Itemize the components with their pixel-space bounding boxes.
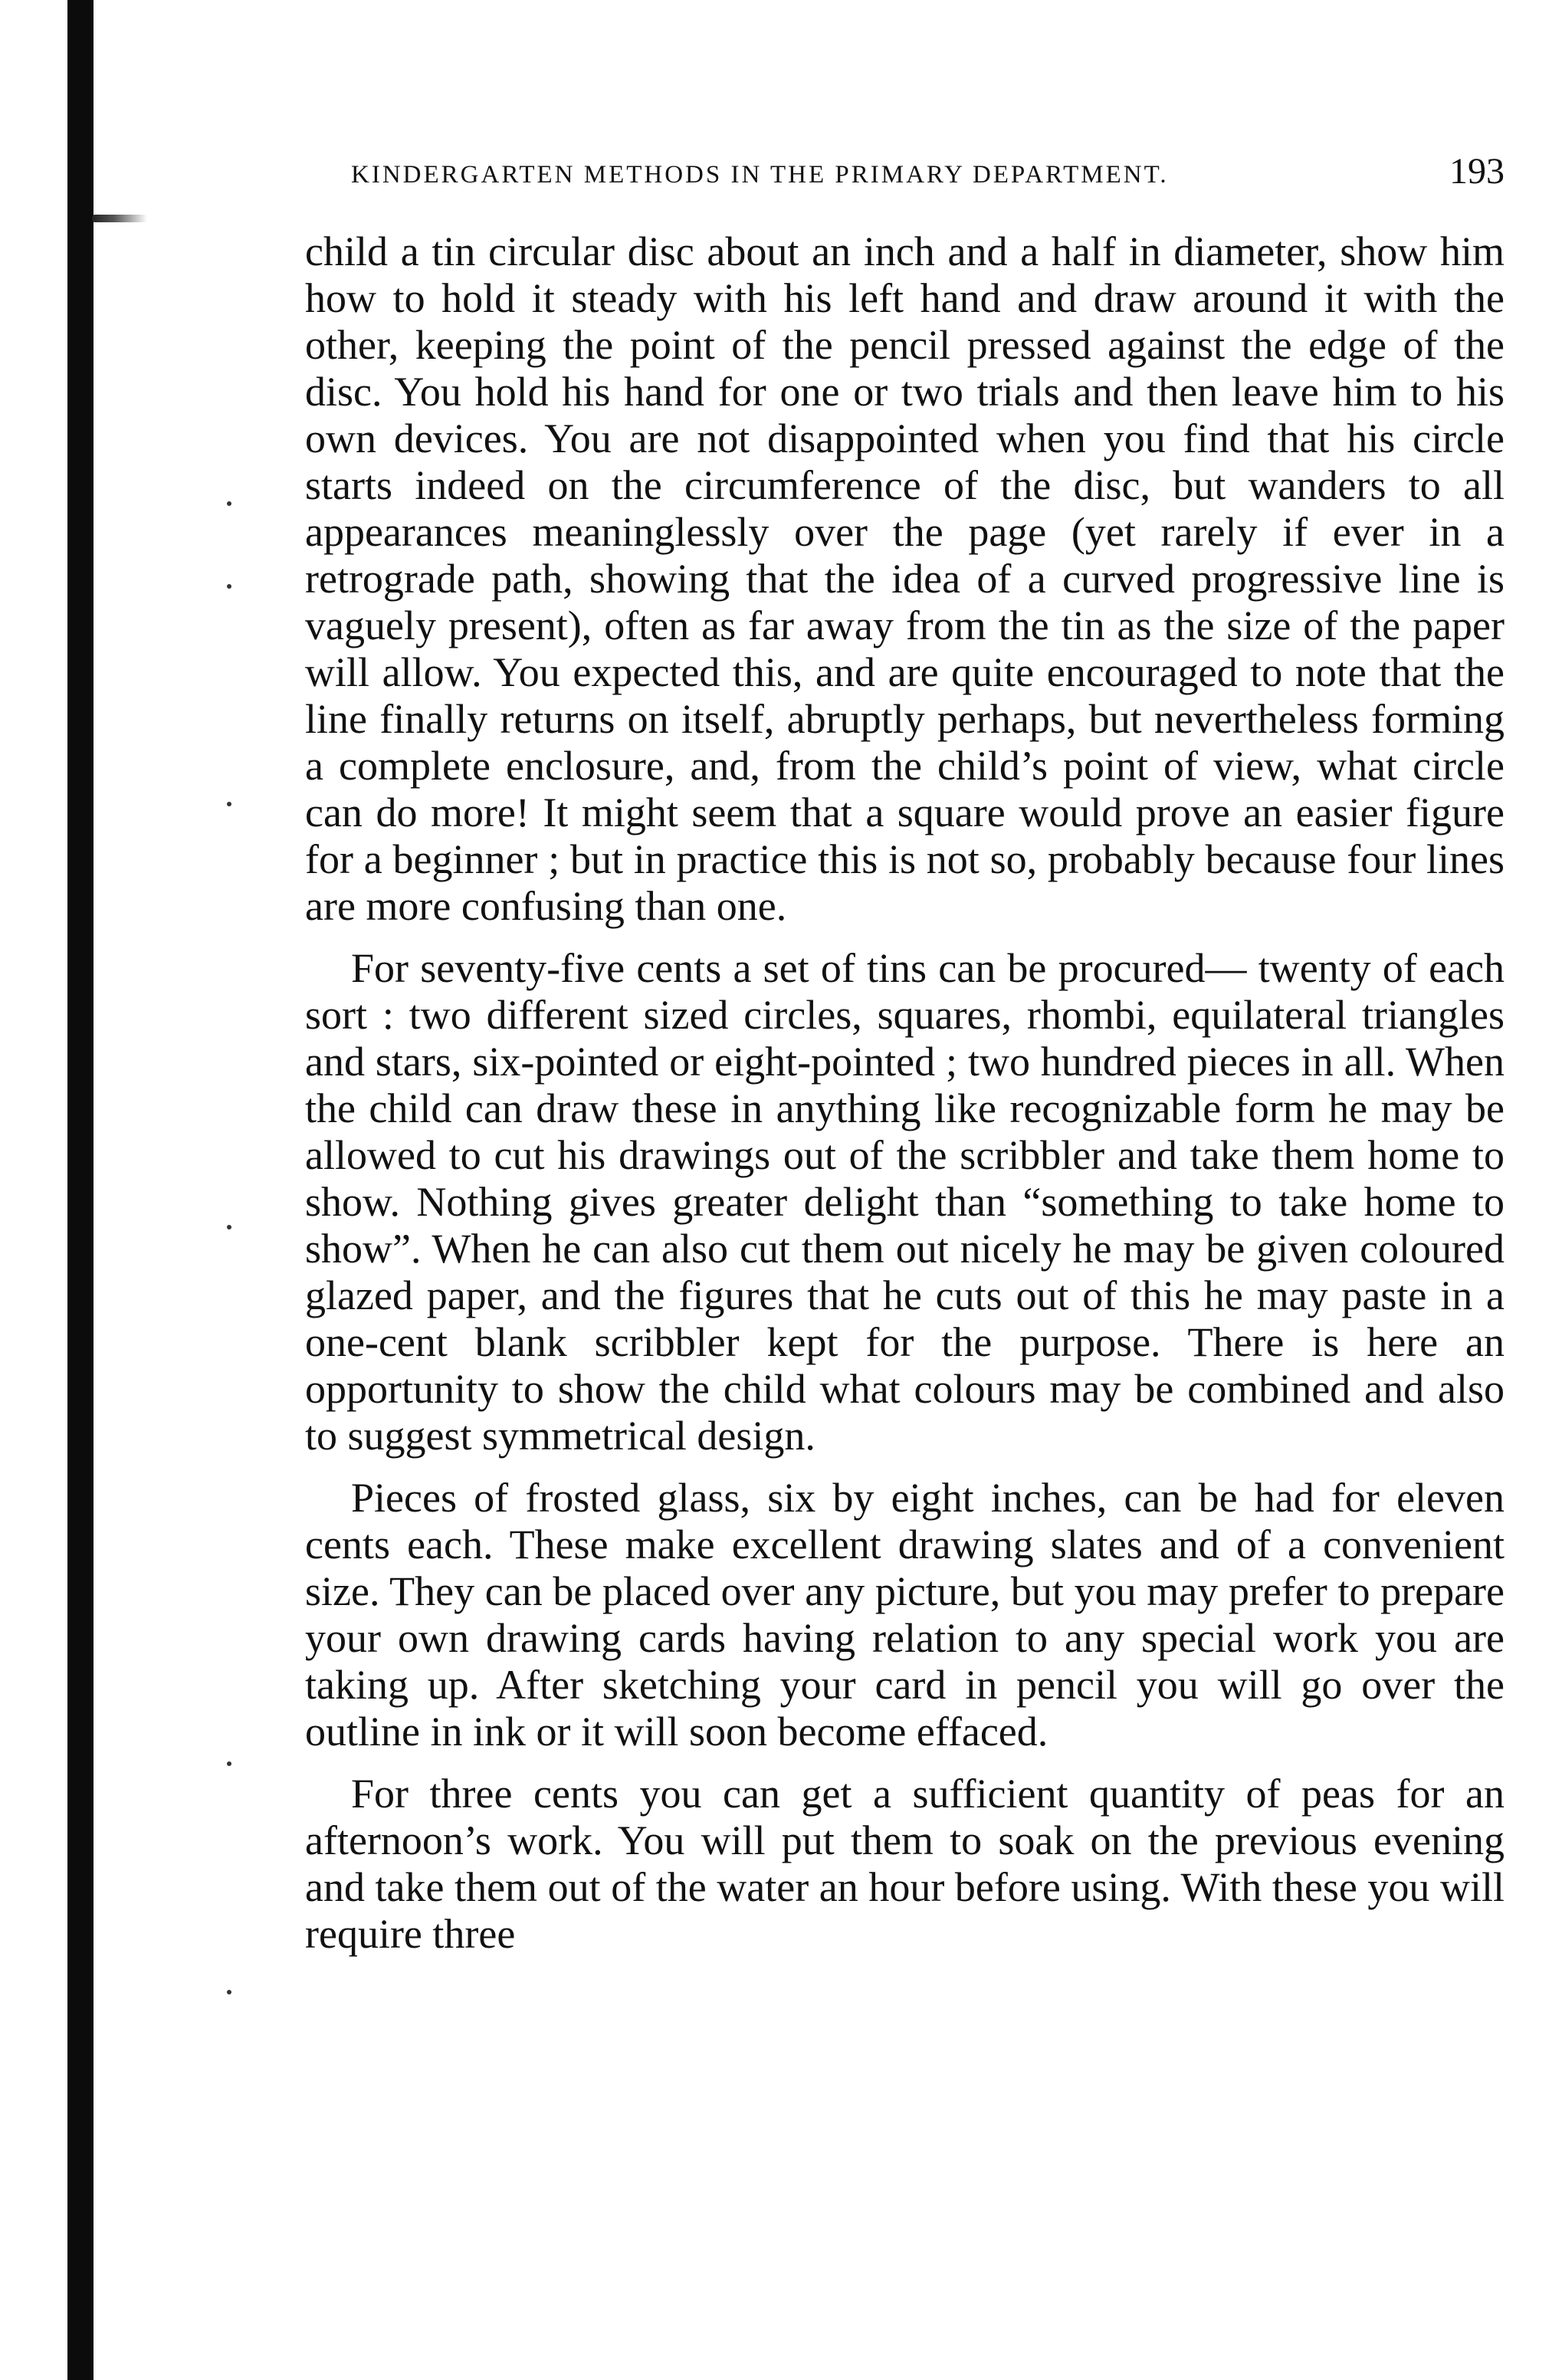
margin-speck: [227, 1990, 231, 1994]
running-head: [305, 146, 1505, 201]
binding-mark: [92, 215, 147, 222]
book-page: [305, 146, 1505, 1958]
body-text: [305, 228, 1505, 1958]
paragraph: For three cents you can get a sufficient quantity of peas for an afternoon’s work. You will put them to soak on the previous evening and take them out of the water an hour before using. With these you will require three: [305, 1771, 1505, 1957]
margin-speck: [227, 802, 231, 806]
page-number: 193: [1449, 151, 1505, 192]
running-title: KINDERGARTEN METHODS IN THE PRIMARY DEPARTMENT.: [351, 161, 1169, 189]
margin-speck: [227, 1761, 231, 1766]
binding-edge: [67, 0, 94, 2380]
margin-speck: [227, 584, 231, 589]
margin-speck: [227, 501, 231, 506]
margin-speck: [227, 1225, 231, 1229]
paragraph: child a tin circular disc about an inch and a half in diameter, show him how to hold it steady with his left hand and draw around it with the other, keeping the point of the pencil pressed against the edge of the disc. You hold his hand for one or two trials and then leave him to his own devices. You are not disappointed when you find that his circle starts indeed on the circumference of the disc, but wanders to all appearances meaninglessly over the page (yet rarely if ever in a retrograde path, showing that the idea of a curved progressive line is vaguely present), often as far away from the tin as the size of the paper will allow. You expected this, and are quite encouraged to note that the line finally returns on itself, abruptly perhaps, but nevertheless forming a complete enclosure, and, from the child’s point of view, what circle can do more! It might seem that a square would prove an easier figure for a beginner ; but in practice this is not so, probably because four lines are more confusing than one.: [305, 228, 1505, 929]
paragraph: For seventy-five cents a set of tins can be procured— twenty of each sort : two different sized circles, squares, rhombi, equilateral triangles and stars, six-pointed or eight-pointed ; two hundred pieces in all. When the child can draw these in anything like recognizable form he may be allowed to cut his drawings out of the scribbler and take them home to show. Nothing gives greater delight than “something to take home to show”. When he can also cut them out nicely he may be given coloured glazed paper, and the figures that he cuts out of this he may paste in a one-cent blank scribbler kept for the purpose. There is here an opportunity to show the child what colours may be combined and also to suggest symmetrical design.: [305, 945, 1505, 1459]
paragraph: Pieces of frosted glass, six by eight inches, can be had for eleven cents each. These make excellent drawing slates and of a convenient size. They can be placed over any picture, but you may prefer to prepare your own drawing cards having relation to any special work you are taking up. After sketching your card in pencil you will go over the outline in ink or it will soon become effaced.: [305, 1475, 1505, 1755]
